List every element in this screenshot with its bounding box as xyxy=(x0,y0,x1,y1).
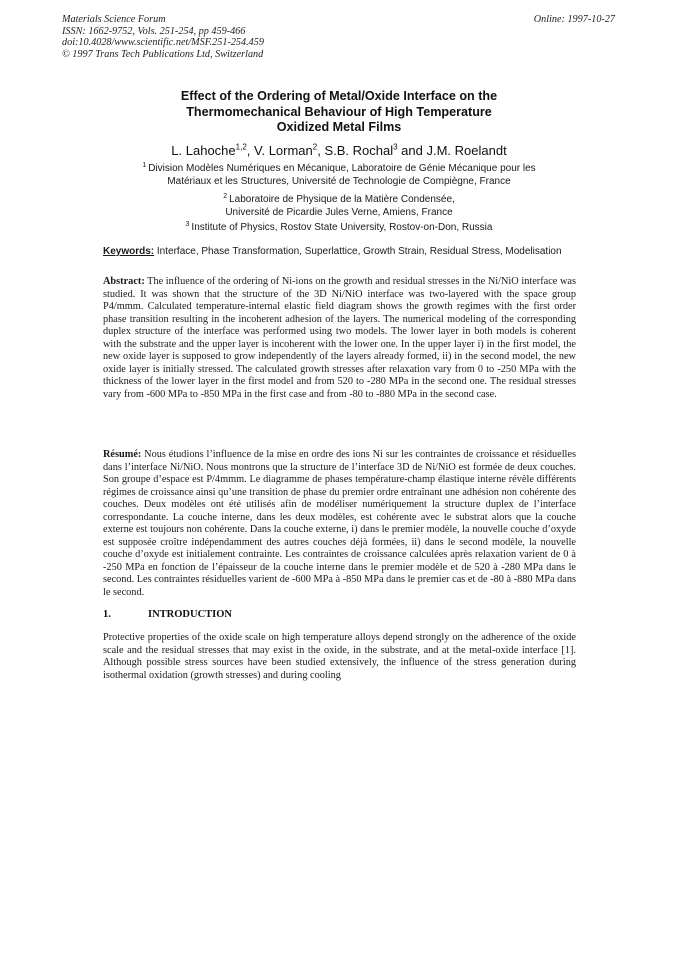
resume-label: Résumé: xyxy=(103,449,142,460)
introduction-text: Protective properties of the oxide scale on high temperature alloys depend strongly on the adherence of the oxide scale and the residual stresses that may exist in the oxide, in the substrate, and at the metal-oxide interface [1]. Although possible stress sources have been studied extensively, the influence of the stress generation during isothermal oxidation (growth stresses) and during cooling xyxy=(103,632,576,681)
doi-line[interactable]: doi:10.4028/www.scientific.net/MSF.251-254.459 xyxy=(62,37,264,49)
abstract xyxy=(103,276,576,401)
author-rochal: , S.B. Rochal xyxy=(317,143,394,158)
keywords-label: Keywords: xyxy=(103,246,155,257)
author-list xyxy=(100,143,578,158)
issn-line: ISSN: 1662-9752, Vols. 251-254, pp 459-466 xyxy=(62,25,246,37)
author-lahoche-affil: 1,2 xyxy=(235,142,247,152)
author-roelandt: and J.M. Roelandt xyxy=(397,143,507,158)
affiliation-3-marker: 3 xyxy=(185,220,190,228)
title-line-3: Oxidized Metal Films xyxy=(276,120,402,135)
section-title: INTRODUCTION xyxy=(148,609,233,620)
title-line-1: Effect of the Ordering of Metal/Oxide Interface on the xyxy=(180,89,498,103)
title-line-2: Thermomechanical Behaviour of High Temperature xyxy=(186,104,492,119)
affiliation-1 xyxy=(100,163,578,188)
journal-name: Materials Science Forum xyxy=(62,14,166,25)
keywords-text: Interface, Phase Transformation, Superlattice, Growth Strain, Residual Stress, Modelisation xyxy=(154,246,562,257)
affiliation-2-line-2: Université de Picardie Jules Verne, Amiens, France xyxy=(225,206,453,218)
author-rochal-affil: 3 xyxy=(393,142,398,152)
introduction-paragraph xyxy=(103,632,576,682)
keywords xyxy=(103,246,576,258)
journal-header xyxy=(62,14,264,60)
affiliation-2-marker: 2 xyxy=(223,192,228,200)
affiliation-2-line-1: Laboratoire de Physique de la Matière Condensée, xyxy=(229,194,455,205)
resume-text: Nous étudions l’influence de la mise en ordre des ions Ni sur les contraintes de croissance et résiduelles dans l’interface Ni/NiO. Nous montrons que la structure de l’interface 3D de Ni/NiO est formée de deux couches. Son groupe d’espace est P/4mmm. Le diagramme de phases température-champ élastique interne révèle différents régimes de croissance ainsi qu’une transition de phase du premier ordre entraînant une adhésion non cohérente des couches. Deux modèles ont été utilisés afin de modéliser numériquement la structure duplex de l’interface correspondante. La couche interne, dans les deux modèles, est cohérente avec le substrat alors que la couche externe est toujours non cohérente. Dans la couche externe, i) dans le premier modèle, la nouvelle couche d’oxyde est supposée croître indépendamment des autres couches déjà formées, ii) dans le second modèle, la nouvelle couche d’oxyde est initialement contrainte. Les contraintes de croissance calculées après relaxation varient de 0 à -250 MPa en fonction de l’épaisseur de la couche interne dans le premier modèle et de 520 à -280 MPa dans le second. Les contraintes résiduelles varient de -600 MPa à -850 MPa dans le premier cas et de -80 à -880 MPa dans le second. xyxy=(103,449,576,599)
online-date: Online: 1997-10-27 xyxy=(533,14,615,25)
author-lorman: , V. Lorman xyxy=(246,143,313,158)
abstract-text: The influence of the ordering of Ni-ions on the growth and residual stresses in the Ni/NiO interface was studied. It was shown that the structure of the 3D Ni/NiO interface was two-layered with the space group P4/mmm. Calculated temperature-internal elastic field diagram shows the growth regimes with the first order phase transition resulting in the incoherent adhesion of the layers. The numerical modeling of the corresponding duplex structure of the interface was performed using two models. The lower layer in both models is coherent with the substrate and the upper layer is incoherent with the lower one. In the upper layer i) in the first model, the new oxide layer is supposed to grow independently of the layers already formed, ii) in the second model, the new oxide layer is initially stressed. The calculated growth stresses after relaxation vary from 0 to -250 MPa with the thickness of the lower layer in the first model and from 520 to -280 MPa in the second one. The residual stresses vary from -600 MPa to -850 MPa in the first case and from -80 to -880 MPa in the second case. xyxy=(103,276,576,400)
affiliation-3-line-1: Institute of Physics, Rostov State University, Rostov-on-Don, Russia xyxy=(191,222,493,233)
abstract-label: Abstract: xyxy=(103,276,145,287)
copyright-line: © 1997 Trans Tech Publications Ltd, Switzerland xyxy=(62,48,264,60)
paper-title xyxy=(100,89,578,136)
affiliation-1-line-2: Matériaux et les Structures, Université de Technologie de Compiègne, France xyxy=(167,175,511,187)
affiliation-2 xyxy=(100,194,578,219)
section-heading-introduction xyxy=(103,609,232,620)
affiliation-1-marker: 1 xyxy=(142,161,147,169)
resume xyxy=(103,449,576,600)
section-number: 1. xyxy=(103,609,111,620)
affiliation-3 xyxy=(100,222,578,235)
author-lahoche: L. Lahoche xyxy=(171,143,236,158)
author-lorman-affil: 2 xyxy=(312,142,318,152)
affiliation-1-line-1: Division Modèles Numériques en Mécanique, Laboratoire de Génie Mécanique pour les xyxy=(148,163,536,174)
